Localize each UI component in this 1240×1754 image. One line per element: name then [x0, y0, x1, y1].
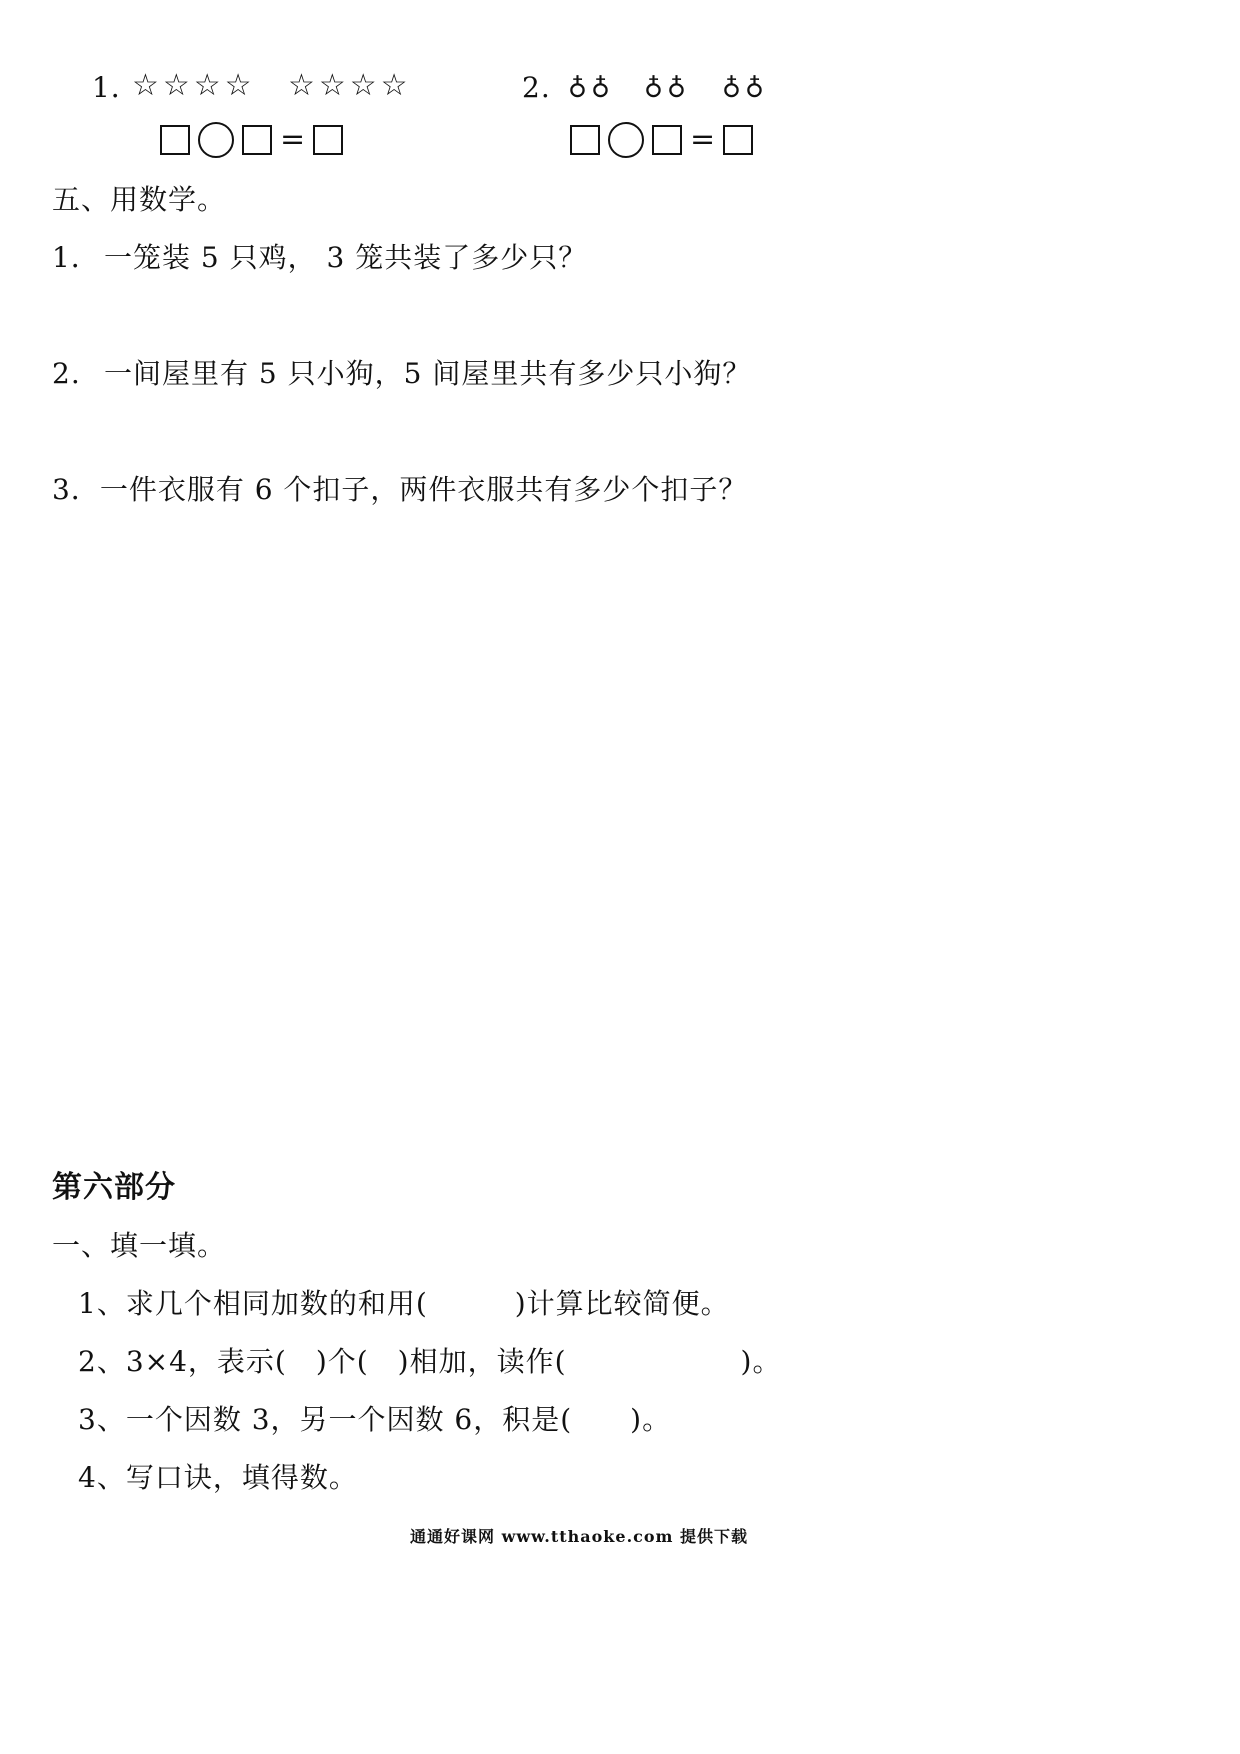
figure-group-b: ♁♁: [644, 71, 691, 101]
question-3-text: 3．一件衣服有 6 个扣子，两件衣服共有多少个扣子？: [52, 473, 748, 506]
operator-circle[interactable]: [198, 122, 234, 158]
star-group-b: ☆☆☆☆: [288, 68, 412, 103]
equation-1: [160, 122, 343, 158]
question-2-text: 一间屋里有 5 只小狗，5 间屋里共有多少只小狗？: [104, 357, 752, 390]
fill-item-1: 1、求几个相同加数的和用( )计算比较简便。: [78, 1287, 730, 1320]
operator-circle[interactable]: [608, 122, 644, 158]
answer-box[interactable]: [313, 125, 343, 155]
answer-box[interactable]: [723, 125, 753, 155]
figure-group-a: ♁♁: [568, 71, 615, 101]
answer-box[interactable]: [570, 125, 600, 155]
answer-box[interactable]: [652, 125, 682, 155]
item-1-number: 1．: [92, 71, 140, 104]
part-6-heading: 第六部分: [52, 1170, 176, 1205]
part-6-section-1-title: 一、填一填。: [52, 1229, 227, 1262]
question-2-number: 2.: [52, 357, 81, 390]
equals-sign: =: [280, 122, 306, 157]
fill-item-3: 3、一个因数 3，另一个因数 6，积是( )。: [78, 1403, 672, 1436]
star-group-a: ☆☆☆☆: [132, 68, 256, 103]
fill-item-4: 4、写口诀，填得数。: [78, 1461, 358, 1494]
fill-item-2: 2、3×4，表示( )个( )相加，读作( )。: [78, 1345, 782, 1378]
question-1-number: 1．: [52, 241, 100, 274]
equation-2: [570, 122, 753, 158]
answer-box[interactable]: [242, 125, 272, 155]
figure-group-c: ♁♁: [722, 71, 769, 101]
answer-box[interactable]: [160, 125, 190, 155]
item-2-number: 2.: [522, 71, 551, 104]
footer-credit: 通通好课网 www.tthaoke.com 提供下载: [410, 1527, 749, 1546]
equals-sign: =: [690, 122, 716, 157]
section-5-title: 五、用数学。: [52, 183, 227, 216]
question-1-text: 一笼装 5 只鸡， 3 笼共装了多少只？: [104, 241, 588, 274]
